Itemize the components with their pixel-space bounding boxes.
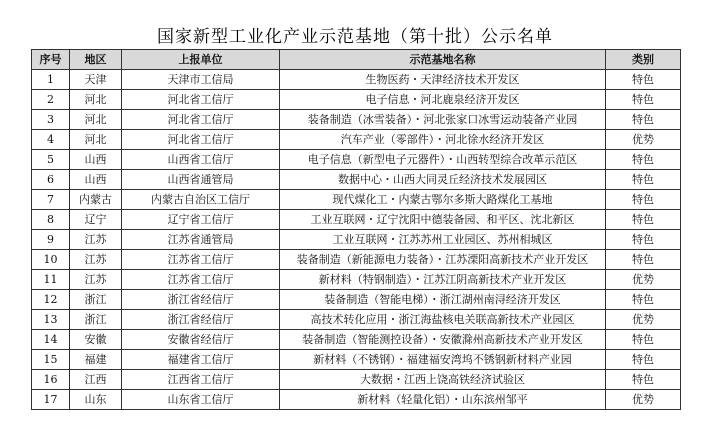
cell-category: 特色 (606, 350, 681, 370)
cell-no: 10 (32, 250, 70, 270)
cell-unit: 辽宁省工信厅 (122, 210, 280, 230)
cell-region: 浙江 (70, 290, 122, 310)
cell-unit: 河北省工信厅 (122, 110, 280, 130)
table-row (32, 110, 681, 130)
cell-category: 优势 (606, 310, 681, 330)
cell-category: 特色 (606, 70, 681, 90)
cell-unit: 安徽省经信厅 (122, 330, 280, 350)
cell-no: 7 (32, 190, 70, 210)
cell-base: 装备制造（智能测控设备）・安徽滁州高新技术产业开发区 (280, 330, 606, 350)
cell-unit: 江西省工信厅 (122, 370, 280, 390)
cell-no: 13 (32, 310, 70, 330)
cell-region: 江西 (70, 370, 122, 390)
cell-no: 3 (32, 110, 70, 130)
cell-category: 特色 (606, 90, 681, 110)
cell-base: 装备制造（新能源电力装备）・江苏溧阳高新技术产业开发区 (280, 250, 606, 270)
cell-base: 工业互联网・辽宁沈阳中德装备园、和平区、沈北新区 (280, 210, 606, 230)
table-row (32, 70, 681, 90)
cell-base: 汽车产业（零部件）・河北徐水经济开发区 (280, 130, 606, 150)
cell-unit: 江苏省工信厅 (122, 250, 280, 270)
cell-no: 12 (32, 290, 70, 310)
cell-no: 16 (32, 370, 70, 390)
table-row (32, 330, 681, 350)
cell-no: 2 (32, 90, 70, 110)
cell-category: 优势 (606, 130, 681, 150)
header-region: 地区 (70, 50, 122, 70)
cell-unit: 浙江省经信厅 (122, 290, 280, 310)
cell-region: 安徽 (70, 330, 122, 350)
cell-unit: 江苏省通管局 (122, 230, 280, 250)
table-header-row (32, 50, 681, 70)
table-row (32, 90, 681, 110)
cell-base: 电子信息・河北鹿泉经济开发区 (280, 90, 606, 110)
cell-region: 河北 (70, 130, 122, 150)
header-no: 序号 (32, 50, 70, 70)
cell-region: 河北 (70, 90, 122, 110)
table-row (32, 290, 681, 310)
cell-no: 8 (32, 210, 70, 230)
table-row (32, 230, 681, 250)
cell-category: 特色 (606, 170, 681, 190)
cell-unit: 河北省工信厅 (122, 130, 280, 150)
cell-region: 江苏 (70, 270, 122, 290)
cell-region: 山西 (70, 150, 122, 170)
table-row (32, 190, 681, 210)
table-body (32, 70, 681, 410)
cell-unit: 浙江省经信厅 (122, 310, 280, 330)
cell-no: 11 (32, 270, 70, 290)
header-unit: 上报单位 (122, 50, 280, 70)
cell-category: 特色 (606, 210, 681, 230)
header-base: 示范基地名称 (280, 50, 606, 70)
cell-region: 江苏 (70, 230, 122, 250)
cell-base: 工业互联网・江苏苏州工业园区、苏州相城区 (280, 230, 606, 250)
cell-base: 装备制造（智能电梯）・浙江湖州南浔经济开发区 (280, 290, 606, 310)
cell-category: 特色 (606, 290, 681, 310)
cell-region: 内蒙古 (70, 190, 122, 210)
cell-no: 15 (32, 350, 70, 370)
cell-base: 新材料（轻量化铝）・山东滨州邹平 (280, 390, 606, 410)
cell-category: 优势 (606, 390, 681, 410)
cell-no: 4 (32, 130, 70, 150)
cell-unit: 天津市工信局 (122, 70, 280, 90)
cell-no: 17 (32, 390, 70, 410)
cell-category: 特色 (606, 150, 681, 170)
cell-base: 数据中心・山西大同灵丘经济技术发展园区 (280, 170, 606, 190)
cell-base: 现代煤化工・内蒙古鄂尔多斯大路煤化工基地 (280, 190, 606, 210)
cell-category: 特色 (606, 250, 681, 270)
cell-no: 6 (32, 170, 70, 190)
cell-base: 电子信息（新型电子元器件）・山西转型综合改革示范区 (280, 150, 606, 170)
table-row (32, 390, 681, 410)
cell-region: 江苏 (70, 250, 122, 270)
cell-category: 特色 (606, 330, 681, 350)
cell-base: 生物医药・天津经济技术开发区 (280, 70, 606, 90)
demonstration-base-table (31, 49, 681, 410)
table-row (32, 250, 681, 270)
cell-unit: 福建省工信厅 (122, 350, 280, 370)
cell-unit: 山西省工信厅 (122, 150, 280, 170)
table-row (32, 370, 681, 390)
cell-unit: 山西省通管局 (122, 170, 280, 190)
cell-region: 浙江 (70, 310, 122, 330)
table-row (32, 270, 681, 290)
cell-no: 9 (32, 230, 70, 250)
cell-category: 特色 (606, 230, 681, 250)
table-row (32, 170, 681, 190)
cell-unit: 河北省工信厅 (122, 90, 280, 110)
cell-region: 河北 (70, 110, 122, 130)
cell-unit: 江苏省工信厅 (122, 270, 280, 290)
cell-region: 山东 (70, 390, 122, 410)
cell-no: 5 (32, 150, 70, 170)
table-row (32, 350, 681, 370)
document-title: 国家新型工业化产业示范基地（第十批）公示名单 (157, 27, 553, 47)
cell-base: 新材料（特钢制造）・江苏江阴高新技术产业开发区 (280, 270, 606, 290)
cell-base: 高技术转化应用・浙江海盐核电关联高新技术产业园区 (280, 310, 606, 330)
table-row (32, 130, 681, 150)
cell-region: 天津 (70, 70, 122, 90)
cell-region: 辽宁 (70, 210, 122, 230)
cell-category: 优势 (606, 270, 681, 290)
header-category: 类别 (606, 50, 681, 70)
table-row (32, 150, 681, 170)
cell-unit: 内蒙古自治区工信厅 (122, 190, 280, 210)
cell-no: 14 (32, 330, 70, 350)
cell-base: 新材料（不锈钢）・福建福安湾坞不锈钢新材料产业园 (280, 350, 606, 370)
cell-category: 特色 (606, 190, 681, 210)
cell-category: 特色 (606, 370, 681, 390)
cell-category: 特色 (606, 110, 681, 130)
cell-unit: 山东省工信厅 (122, 390, 280, 410)
table-row (32, 310, 681, 330)
cell-region: 山西 (70, 170, 122, 190)
cell-no: 1 (32, 70, 70, 90)
cell-base: 装备制造（冰雪装备）・河北张家口冰雪运动装备产业园 (280, 110, 606, 130)
cell-region: 福建 (70, 350, 122, 370)
cell-base: 大数据・江西上饶高铁经济试验区 (280, 370, 606, 390)
table-row (32, 210, 681, 230)
